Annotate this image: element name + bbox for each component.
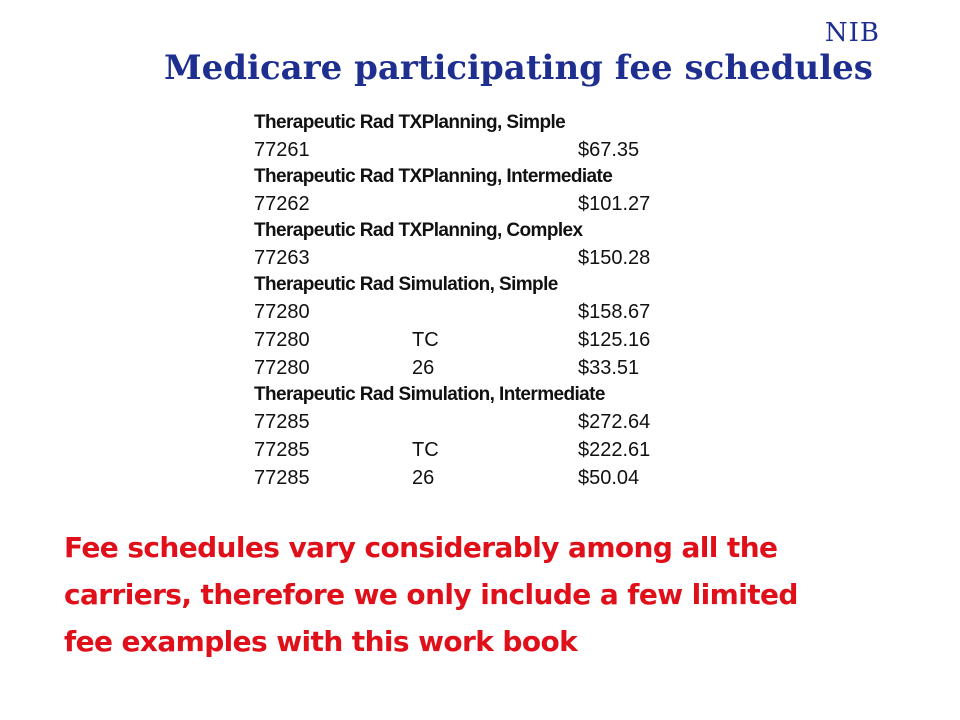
fee-note-line: Fee schedules vary considerably among all the (64, 531, 778, 564)
modifier (412, 190, 578, 218)
modifier: TC (412, 439, 439, 461)
cpt-code: 77261 (254, 139, 310, 161)
fee-amount: $101.27 (578, 193, 651, 215)
fee-group-heading: Therapeutic Rad TXPlanning, Intermediate (254, 166, 613, 187)
fee-group-heading: Therapeutic Rad TXPlanning, Complex (254, 220, 583, 241)
fee-amount: $150.28 (578, 247, 651, 269)
fee-note-line: carriers, therefore we only include a few limited (64, 578, 798, 611)
fee-amount: $50.04 (578, 467, 640, 489)
cpt-code: 77285 (254, 411, 310, 433)
fee-row (254, 298, 724, 326)
cpt-code: 77285 (254, 467, 310, 489)
fee-row (254, 354, 724, 382)
fee-group-heading: Therapeutic Rad TXPlanning, Simple (254, 112, 566, 133)
fee-note-line: fee examples with this work book (64, 625, 578, 658)
modifier (412, 298, 578, 326)
cpt-code: 77262 (254, 193, 310, 215)
fee-amount: $125.16 (578, 329, 651, 351)
fee-note (64, 524, 934, 665)
fee-amount: $222.61 (578, 439, 651, 461)
modifier (412, 136, 578, 164)
fee-row (254, 326, 724, 354)
modifier: 26 (412, 467, 435, 489)
fee-amount: $33.51 (578, 357, 640, 379)
cpt-code: 77280 (254, 301, 310, 323)
cpt-code: 77285 (254, 439, 310, 461)
cpt-code: 77280 (254, 357, 310, 379)
fee-amount: $272.64 (578, 411, 651, 433)
modifier: 26 (412, 357, 435, 379)
fee-amount: $67.35 (578, 139, 640, 161)
fee-row (254, 136, 724, 164)
modifier: TC (412, 329, 439, 351)
modifier (412, 408, 578, 436)
fee-schedule-table (254, 110, 724, 492)
fee-group-heading: Therapeutic Rad Simulation, Simple (254, 274, 558, 295)
cpt-code: 77263 (254, 247, 310, 269)
fee-row (254, 436, 724, 464)
modifier (412, 244, 578, 272)
fee-row (254, 190, 724, 218)
nib-tag: NIB (824, 18, 880, 48)
page-title: Medicare participating fee schedules (164, 48, 873, 88)
fee-group-heading: Therapeutic Rad Simulation, Intermediate (254, 384, 605, 405)
fee-row (254, 408, 724, 436)
fee-row (254, 464, 724, 492)
fee-amount: $158.67 (578, 301, 651, 323)
fee-row (254, 244, 724, 272)
cpt-code: 77280 (254, 329, 310, 351)
